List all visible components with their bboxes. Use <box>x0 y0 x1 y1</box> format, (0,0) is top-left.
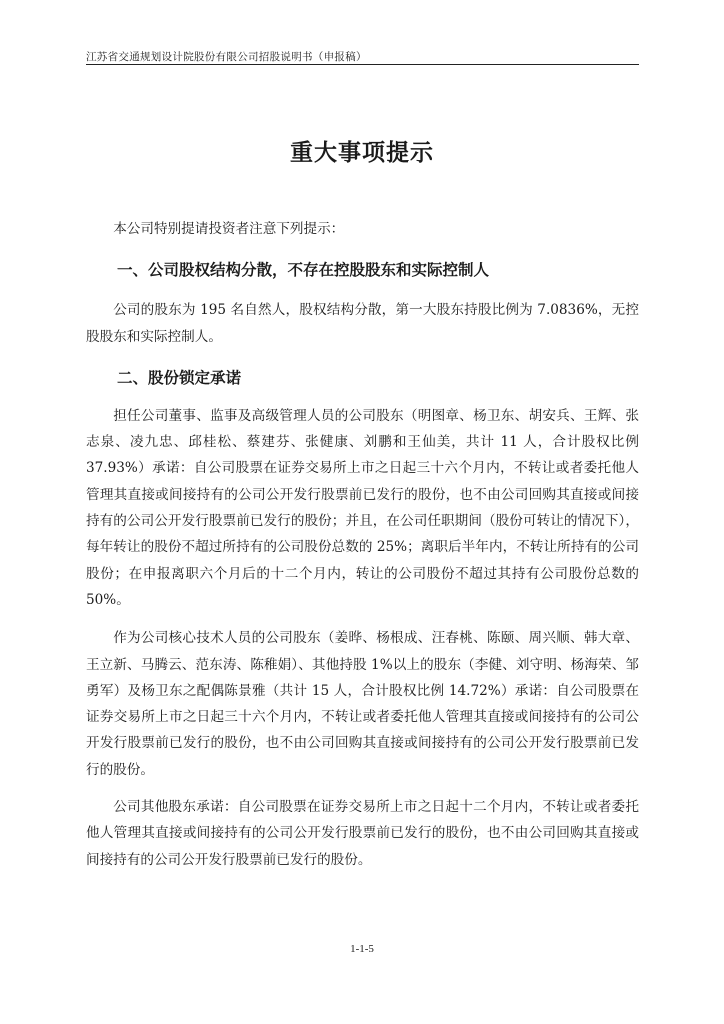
section-2-paragraph-1: 担任公司董事、监事及高级管理人员的公司股东（明图章、杨卫东、胡安兵、王辉、张志泉、凌九忠、邱桂松、蔡建芬、张健康、刘鹏和王仙美，共计 11 人，合计股权比例 37.93%）承诺：自公司股票在证券交易所上市之日起三十六个月内，不转让或者委托他人管理其直接或间接持有的公司公开发行股票前已发行的股份，也不由公司回购其直接或间接持有的公司公开发行股票前已发行的股份；并且，在公司任职期间（股份可转让的情况下），每年转让的股份不超过所持有的公司股份总数的 25%；离职后半年内，不转让所持有的公司股份；在申报离职六个月后的十二个月内，转让的公司股份不超过其持有公司股份总数的 50%。 <box>86 407 639 608</box>
page-number: 1-1-5 <box>350 943 374 955</box>
header-rule <box>86 64 639 65</box>
section-2-paragraph-2: 作为公司核心技术人员的公司股东（姜晔、杨根成、汪春桃、陈颐、周兴顺、韩大章、王立新、马腾云、范东涛、陈稚娟）、其他持股 1%以上的股东（李健、刘守明、杨海荣、邹勇军）及杨卫东之配偶陈景雅（共计 15 人，合计股权比例 14.72%）承诺：自公司股票在证券交易所上市之日起三十六个月内，不转让或者委托他人管理其直接或间接持有的公司公开发行股票前已发行的股份，也不由公司回购其直接或间接持有的公司公开发行股票前已发行的股份。 <box>86 630 639 778</box>
section-2-heading: 二、股份锁定承诺 <box>117 368 242 387</box>
section-1-paragraph: 公司的股东为 195 名自然人，股权结构分散，第一大股东持股比例为 7.0836%，无控股股东和实际控制人。 <box>86 302 639 345</box>
document-body <box>86 216 639 873</box>
intro-paragraph: 本公司特别提请投资者注意下列提示： <box>113 221 345 237</box>
document-header: 江苏省交通规划设计院股份有限公司招股说明书（申报稿） <box>86 51 367 63</box>
section-2-paragraph-3: 公司其他股东承诺：自公司股票在证券交易所上市之日起十二个月内，不转让或者委托他人管理其直接或间接持有的公司公开发行股票前已发行的股份，也不由公司回购其直接或间接持有的公司公开发行股票前已发行的股份。 <box>86 799 639 868</box>
section-1-heading: 一、公司股权结构分散，不存在控股股东和实际控制人 <box>117 261 490 280</box>
page-title: 重大事项提示 <box>290 140 434 166</box>
